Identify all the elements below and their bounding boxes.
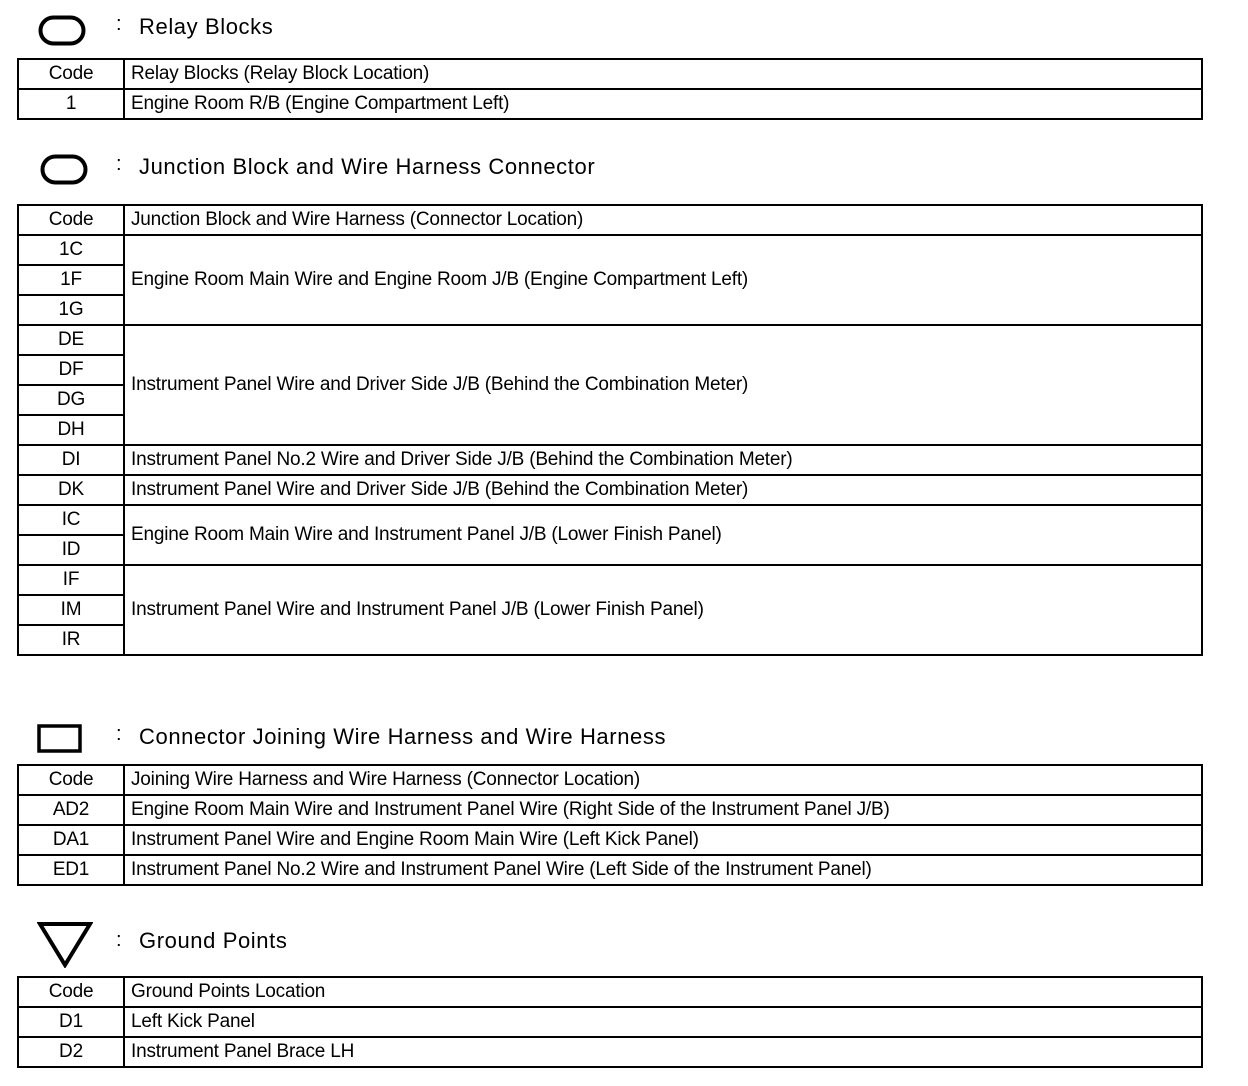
description-cell: Engine Room Main Wire and Engine Room J/B (Engine Compartment Left) xyxy=(124,235,1202,325)
code-cell: DE xyxy=(18,325,124,355)
rounded-oval-icon xyxy=(38,15,88,47)
table-row xyxy=(18,505,1202,535)
code-cell: IF xyxy=(18,565,124,595)
description-column-header: Junction Block and Wire Harness (Connector Location) xyxy=(124,205,1202,235)
code-cell: 1F xyxy=(18,265,124,295)
table-row xyxy=(18,855,1202,885)
code-cell: D2 xyxy=(18,1037,124,1067)
code-cell: IC xyxy=(18,505,124,535)
colon-separator: : xyxy=(116,929,122,951)
table-header-row xyxy=(18,977,1202,1007)
code-cell: DA1 xyxy=(18,825,124,855)
description-cell: Instrument Panel Brace LH xyxy=(124,1037,1202,1067)
code-cell: 1G xyxy=(18,295,124,325)
table-row xyxy=(18,235,1202,265)
relay-blocks-title: Relay Blocks xyxy=(139,14,274,39)
ground-points-header xyxy=(0,918,1248,958)
description-cell: Engine Room R/B (Engine Compartment Left) xyxy=(124,89,1202,119)
code-cell: D1 xyxy=(18,1007,124,1037)
table-header-row xyxy=(18,765,1202,795)
code-cell: IM xyxy=(18,595,124,625)
rounded-oval-icon xyxy=(40,154,90,186)
code-cell: ID xyxy=(18,535,124,565)
table-header-row xyxy=(18,205,1202,235)
code-cell: IR xyxy=(18,625,124,655)
table-header-row xyxy=(18,59,1202,89)
code-cell: AD2 xyxy=(18,795,124,825)
ground-points-table xyxy=(17,976,1203,1068)
joining-connectors-table xyxy=(17,764,1203,886)
description-cell: Instrument Panel Wire and Engine Room Main Wire (Left Kick Panel) xyxy=(124,825,1202,855)
description-cell: Instrument Panel No.2 Wire and Driver Side J/B (Behind the Combination Meter) xyxy=(124,445,1202,475)
description-cell: Instrument Panel Wire and Driver Side J/B (Behind the Combination Meter) xyxy=(124,325,1202,445)
junction-blocks-header xyxy=(0,148,1248,188)
description-cell: Instrument Panel Wire and Driver Side J/B (Behind the Combination Meter) xyxy=(124,475,1202,505)
table-row xyxy=(18,475,1202,505)
description-column-header: Ground Points Location xyxy=(124,977,1202,1007)
relay-blocks-header xyxy=(0,8,1248,48)
code-cell: ED1 xyxy=(18,855,124,885)
code-cell: DH xyxy=(18,415,124,445)
colon-separator: : xyxy=(116,13,122,35)
table-row xyxy=(18,565,1202,595)
junction-blocks-title: Junction Block and Wire Harness Connector xyxy=(139,154,596,179)
table-row xyxy=(18,325,1202,355)
description-cell: Engine Room Main Wire and Instrument Panel J/B (Lower Finish Panel) xyxy=(124,505,1202,565)
table-row xyxy=(18,89,1202,119)
ground-points-title: Ground Points xyxy=(139,928,288,953)
description-cell: Left Kick Panel xyxy=(124,1007,1202,1037)
description-column-header: Joining Wire Harness and Wire Harness (Connector Location) xyxy=(124,765,1202,795)
code-cell: DI xyxy=(18,445,124,475)
joining-connectors-header xyxy=(0,718,1248,758)
code-cell: DK xyxy=(18,475,124,505)
table-row xyxy=(18,445,1202,475)
relay-blocks-table xyxy=(17,58,1203,120)
code-cell: 1 xyxy=(18,89,124,119)
downward-triangle-icon xyxy=(37,920,93,968)
rectangle-icon xyxy=(37,724,83,754)
table-row xyxy=(18,795,1202,825)
junction-blocks-table xyxy=(17,204,1203,656)
table-row xyxy=(18,1007,1202,1037)
description-column-header: Relay Blocks (Relay Block Location) xyxy=(124,59,1202,89)
code-column-header: Code xyxy=(18,59,124,89)
description-cell: Instrument Panel No.2 Wire and Instrument Panel Wire (Left Side of the Instrument Panel) xyxy=(124,855,1202,885)
joining-connectors-title: Connector Joining Wire Harness and Wire Harness xyxy=(139,724,667,749)
code-column-header: Code xyxy=(18,765,124,795)
colon-separator: : xyxy=(116,723,122,745)
description-cell: Engine Room Main Wire and Instrument Panel Wire (Right Side of the Instrument Panel J/B) xyxy=(124,795,1202,825)
code-cell: 1C xyxy=(18,235,124,265)
table-row xyxy=(18,1037,1202,1067)
code-cell: DF xyxy=(18,355,124,385)
code-column-header: Code xyxy=(18,977,124,1007)
code-cell: DG xyxy=(18,385,124,415)
description-cell: Instrument Panel Wire and Instrument Panel J/B (Lower Finish Panel) xyxy=(124,565,1202,655)
colon-separator: : xyxy=(116,153,122,175)
code-column-header: Code xyxy=(18,205,124,235)
table-row xyxy=(18,825,1202,855)
